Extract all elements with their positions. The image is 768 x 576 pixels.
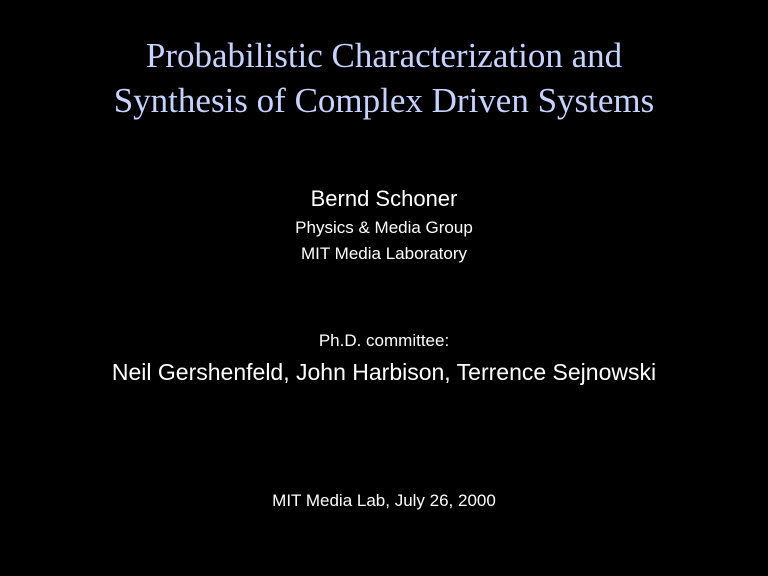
title-line-1: Probabilistic Characterization and [145, 36, 623, 75]
slide-title [0, 33, 768, 123]
title-line-2: Synthesis of Complex Driven Systems [113, 81, 655, 120]
affiliation-lab: MIT Media Laboratory [301, 244, 467, 263]
author-name: Bernd Schoner [310, 186, 458, 211]
committee-label: Ph.D. committee: [318, 331, 450, 350]
committee-names: Neil Gershenfeld, John Harbison, Terrence Sejnowski [111, 359, 657, 385]
footer-date: MIT Media Lab, July 26, 2000 [272, 491, 496, 510]
affiliation-group: Physics & Media Group [295, 218, 473, 237]
